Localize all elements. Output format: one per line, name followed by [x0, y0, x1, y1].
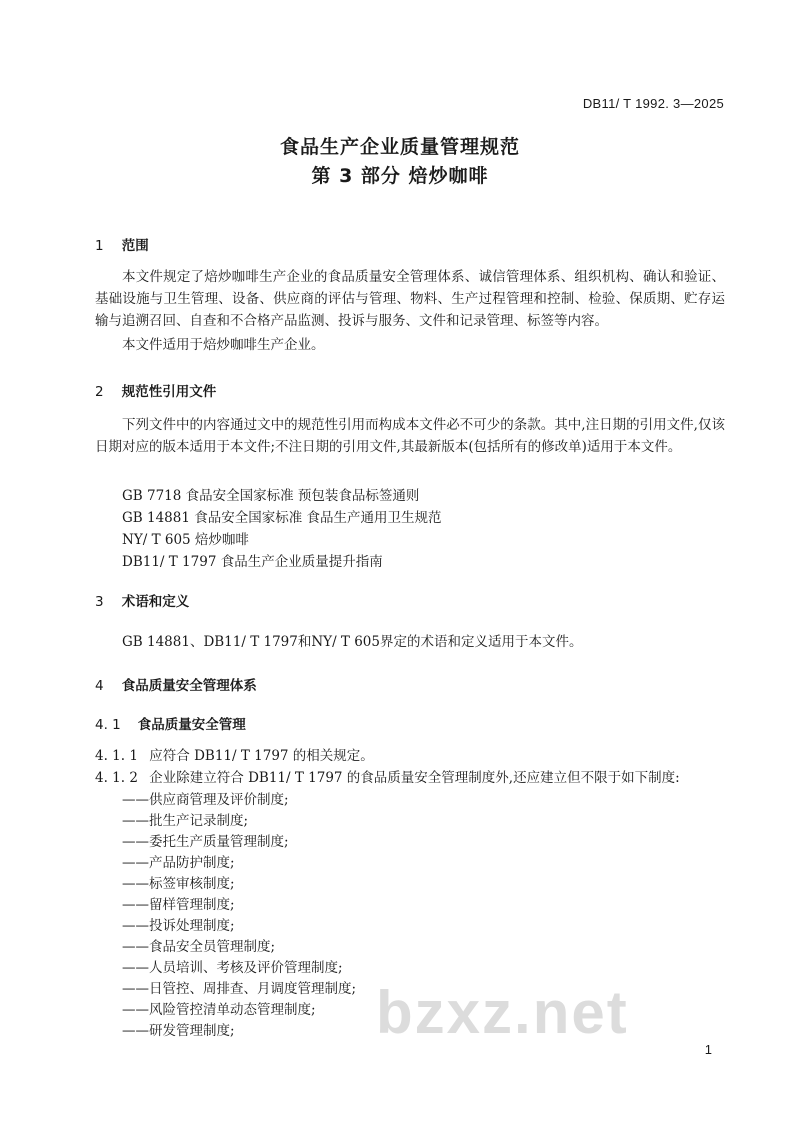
section-title: 食品质量安全管理体系 — [121, 678, 257, 694]
section-heading-scope — [95, 234, 149, 254]
system-list-item: ——委托生产质量管理制度; — [122, 834, 289, 850]
section-title: 术语和定义 — [121, 594, 190, 610]
reference-item: NY/ T 605 焙炒咖啡 — [122, 532, 249, 548]
section-heading-management-system — [95, 674, 257, 694]
system-list-item: ——批生产记录制度; — [122, 813, 249, 829]
subsection-number: 4. 1 — [95, 717, 121, 733]
clause-4-1-2 — [95, 766, 680, 786]
system-list-item: ——标签审核制度; — [122, 876, 235, 892]
standard-code: DB11/ T 1992. 3—2025 — [582, 96, 724, 111]
clause-4-1-1 — [95, 744, 374, 764]
clause-number: 4. 1. 1 — [95, 748, 138, 764]
system-list-item: ——产品防护制度; — [122, 855, 235, 871]
system-list-item: ——投诉处理制度; — [122, 918, 235, 934]
section-title: 规范性引用文件 — [121, 384, 217, 400]
system-list-item: ——留样管理制度; — [122, 897, 235, 913]
scope-applicability: 本文件适用于焙炒咖啡生产企业。 — [122, 337, 325, 353]
system-list-item: ——食品安全员管理制度; — [122, 939, 276, 955]
reference-item: DB11/ T 1797 食品生产企业质量提升指南 — [122, 554, 383, 570]
terms-paragraph: GB 14881、DB11/ T 1797和NY/ T 605界定的术语和定义适用于本文件。 — [122, 634, 583, 650]
system-list-item: ——人员培训、考核及评价管理制度; — [122, 960, 343, 976]
section-number: 2 — [95, 384, 104, 400]
watermark: bzxz.net — [376, 979, 629, 1046]
system-list-item: ——风险管控清单动态管理制度; — [122, 1002, 316, 1018]
section-heading-references — [95, 380, 216, 400]
scope-paragraph: 本文件规定了焙炒咖啡生产企业的食品质量安全管理体系、诚信管理体系、组织机构、确认和验证、基础设施与卫生管理、设备、供应商的评估与管理、物料、生产过程管理和控制、检验、保质期、贮存运输与追溯召回、自查和不合格产品监测、投诉与服务、文件和记录管理、标签等内容。 — [95, 269, 725, 329]
subsection-title: 食品质量安全管理 — [137, 717, 246, 733]
section-number: 4 — [95, 678, 104, 694]
system-list-item: ——日管控、周排查、月调度管理制度; — [122, 981, 357, 997]
system-list-item: ——供应商管理及评价制度; — [122, 792, 289, 808]
clause-text: 应符合 DB11/ T 1797 的相关规定。 — [149, 748, 374, 764]
section-heading-terms — [95, 590, 189, 610]
section-number: 3 — [95, 594, 104, 610]
clause-number: 4. 1. 2 — [95, 770, 138, 786]
document-title: 食品生产企业质量管理规范 — [279, 136, 520, 158]
clause-text: 企业除建立符合 DB11/ T 1797 的食品质量安全管理制度外,还应建立但不限于如下制度: — [149, 770, 680, 786]
references-intro: 下列文件中的内容通过文中的规范性引用而构成本文件必不可少的条款。其中,注日期的引用文件,仅该日期对应的版本适用于本文件;不注日期的引用文件,其最新版本(包括所有的修改单)适用于本文件。 — [95, 417, 725, 455]
reference-item: GB 7718 食品安全国家标准 预包装食品标签通则 — [122, 488, 420, 504]
section-number: 1 — [95, 238, 104, 254]
subsection-heading — [95, 713, 246, 733]
reference-item: GB 14881 食品安全国家标准 食品生产通用卫生规范 — [122, 510, 442, 526]
system-list-item: ——研发管理制度; — [122, 1023, 235, 1039]
document-subtitle: 第 3 部分 焙炒咖啡 — [311, 165, 489, 187]
page-number: 1 — [704, 1042, 712, 1057]
section-title: 范围 — [121, 238, 149, 254]
